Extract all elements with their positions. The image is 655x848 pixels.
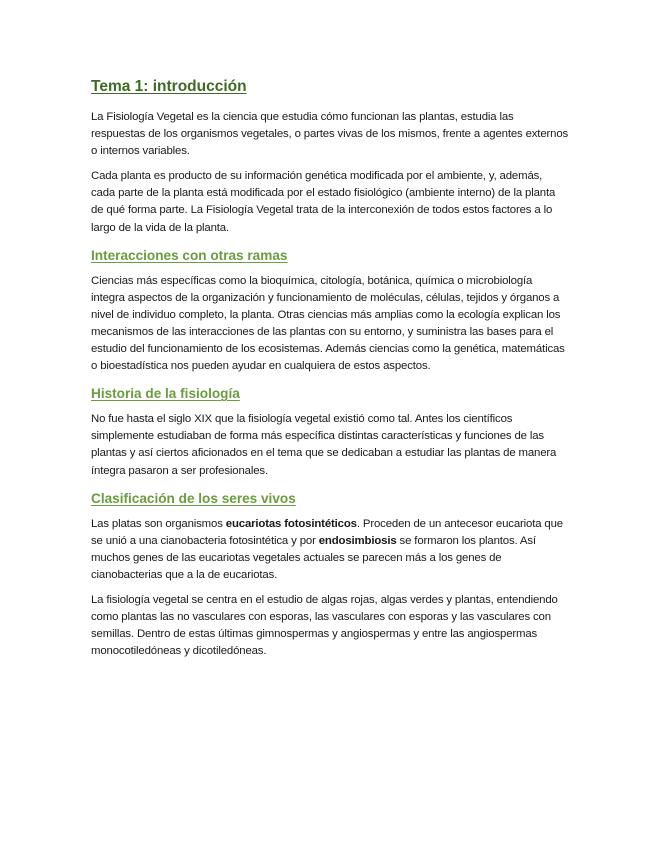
intro-paragraph-2: Cada planta es producto de su información genética modificada por el ambiente, y, además, cada parte de la planta está modificada por el estado fisiológico (ambiente interno) de la planta de qué forma parte. La Fisiología Vegetal trata de la interconexión de todos estos factores a lo largo de la vida de la planta. xyxy=(91,170,556,234)
clasificacion-paragraph-2: La fisiología vegetal se centra en el estudio de algas rojas, algas verdes y plantas, entendiendo como plantas las no vasculares con esporas, las vasculares con esporas y las vasculares con semillas. Dentro de estas últimas gimnospermas y angiospermas y entre las angiospermas monocotiledóneas y dicotiledóneas. xyxy=(91,593,558,658)
section-heading-historia: Historia de la fisiología xyxy=(91,386,240,402)
intro-paragraph-1: La Fisiología Vegetal es la ciencia que estudia cómo funcionan las plantas, estudia las respuestas de los organismos vegetales, o partes vivas de los mismos, frente a agentes externos o internos variables. xyxy=(91,111,569,158)
section-heading-clasificacion: Clasificación de los seres vivos xyxy=(91,490,296,506)
text-run: se formaron los plantos. Así muchos genes de las eucariotas vegetales actuales se parecen más a los genes de cianobacterias que a la de eucariotas. xyxy=(91,534,536,581)
text-run: Las platas son organismos xyxy=(91,517,226,530)
section-heading-interacciones: Interacciones con otras ramas xyxy=(91,247,288,263)
text-run: . Proceden de un antecesor eucariota que se unió a una cianobacteria fotosintética y por xyxy=(91,517,563,547)
page-title: Tema 1: introducción xyxy=(91,78,247,95)
bold-term-eucariotas: eucariotas fotosintéticos xyxy=(225,517,357,530)
clasificacion-paragraph-1 xyxy=(91,516,569,584)
historia-paragraph: No fue hasta el siglo XIX que la fisiología vegetal existió como tal. Antes los científicos simplemente estudiaban de forma más específica distintas características y funciones de las plantas y así ciertos aficionados en el tema que se dedicaban a estudiar las plantas de manera íntegra pasaron a ser profesionales. xyxy=(91,413,557,477)
interacciones-paragraph: Ciencias más específicas como la bioquímica, citología, botánica, química o microbiología integra aspectos de la organización y funcionamiento de moléculas, células, tejidos y órganos a nivel de individuo completo, la planta. Otras ciencias más amplias como la ecología explican los mecanismos de las interacciones de las plantas con su entorno, y suministra las bases para el estudio del funcionamiento de los ecosistemas. Además ciencias como la genética, matemáticas o bioestadística nos pueden ayudar en cualquiera de estos aspectos. xyxy=(91,274,565,373)
bold-term-endosimbiosis: endosimbiosis xyxy=(318,534,397,547)
document-page xyxy=(91,76,569,668)
